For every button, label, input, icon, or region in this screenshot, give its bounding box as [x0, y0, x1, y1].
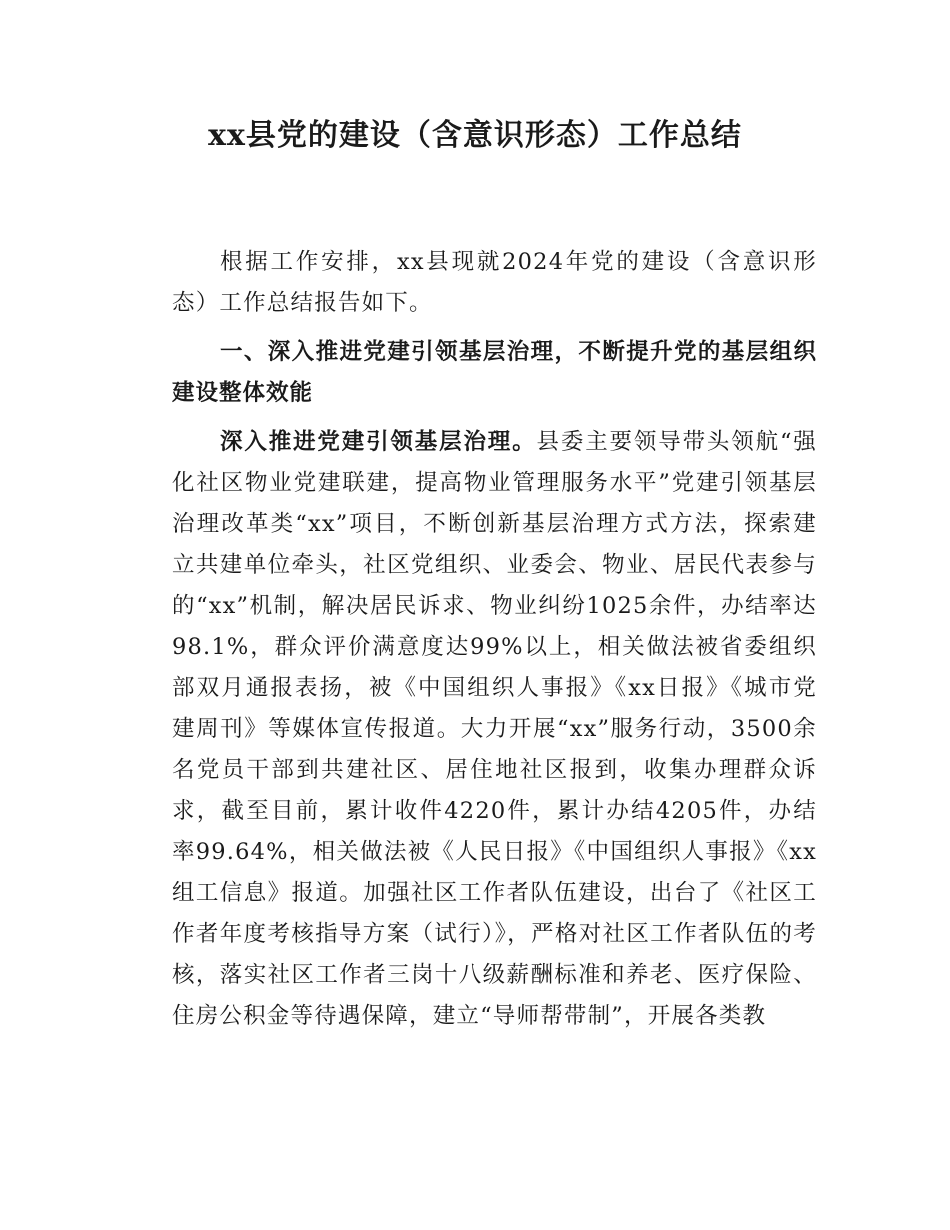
paragraph-lead: 深入推进党建引领基层治理。 [220, 429, 537, 455]
section-heading: 一、深入推进党建引领基层治理，不断提升党的基层组织建设整体效能 [172, 339, 817, 406]
body-paragraph [172, 422, 817, 1037]
document-body [172, 242, 817, 1037]
intro-paragraph: 根据工作安排，xx县现就2024年党的建设（含意识形态）工作总结报告如下。 [172, 249, 817, 316]
paragraph-text: 县委主要领导带头领航“强化社区物业党建联建，提高物业管理服务水平”党建引领基层治理改革类“xx”项目，不断创新基层治理方式方法，探索建立共建单位牵头，社区党组织、业委会、物业、居民代表参与的“xx”机制，解决居民诉求、物业纠纷1025余件，办结率达98.1%，群众评价满意度达99%以上，相关做法被省委组织部双月通报表扬，被《中国组织人事报》《xx日报》《城市党建周刊》等媒体宣传报道。大力开展“xx”服务行动，3500余名党员干部到共建社区、居住地社区报到，收集办理群众诉求，截至目前，累计收件4220件，累计办结4205件，办结率99.64%，相关做法被《人民日报》《中国组织人事报》《xx组工信息》报道。加强社区工作者队伍建设，出台了《社区工作者年度考核指导方案（试行）》，严格对社区工作者队伍的考核，落实社区工作者三岗十八级薪酬标准和养老、医疗保险、住房公积金等待遇保障，建立“导师帮带制”，开展各类教 [172, 429, 818, 1029]
document-title: xx县党的建设（含意识形态）工作总结 [208, 118, 742, 153]
